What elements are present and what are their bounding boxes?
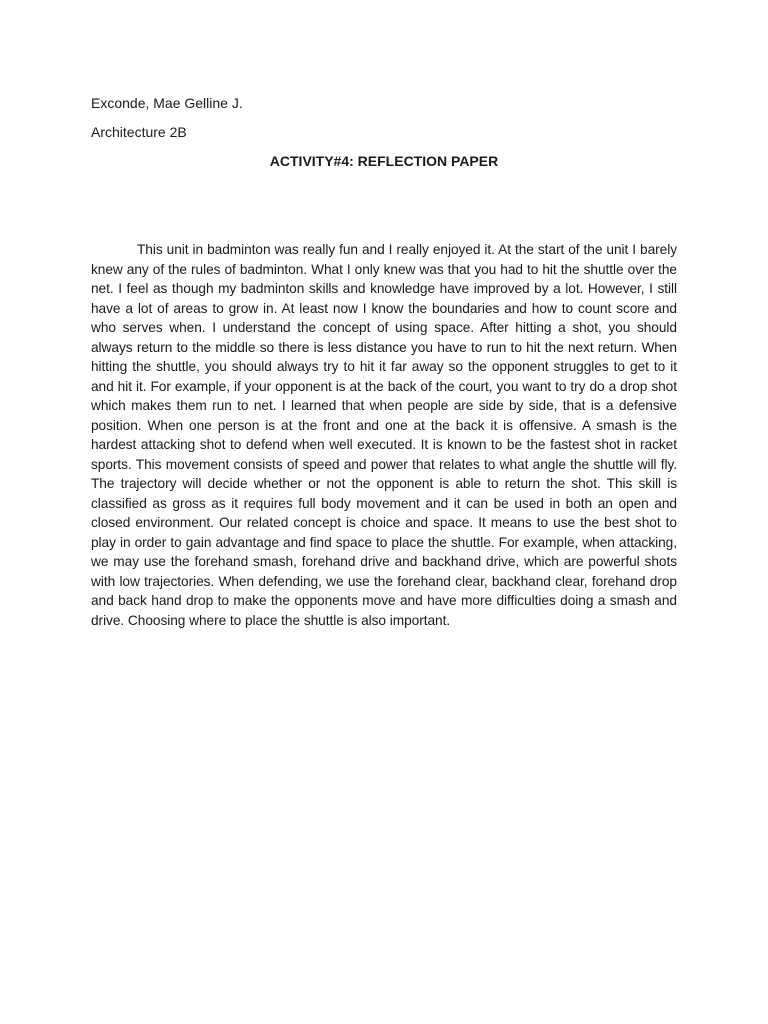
document-title: ACTIVITY#4: REFLECTION PAPER	[269, 153, 499, 169]
course-section: Architecture 2B	[91, 124, 187, 140]
reflection-paragraph: This unit in badminton was really fun and I really enjoyed it. At the start of the unit I barely knew any of the rules of badminton. What I only knew was that you had to hit the shuttle over the net. I feel as though my badminton skills and knowledge have improved by a lot. However, I still have a lot of areas to grow in. At least now I know the boundaries and how to count score and who serves when. I understand the concept of using space. After hitting a shot, you should always return to the middle so there is less distance you have to run to hit the next return. When hitting the shuttle, you should always try to hit it far away so the opponent struggles to get to it and hit it. For example, if your opponent is at the back of the court, you want to try do a drop shot which makes them run to net. I learned that when people are side by side, that is a defensive position. When one person is at the front and one at the back it is offensive. A smash is the hardest attacking shot to defend when well executed. It is known to be the fastest shot in racket sports. This movement consists of speed and power that relates to what angle the shuttle will fly. The trajectory will decide whether or not the opponent is able to return the shot. This skill is classified as gross as it requires full body movement and it can be used in both an open and closed environment. Our related concept is choice and space. It means to use the best shot to play in order to gain advantage and find space to place the shuttle. For example, when attacking, we may use the forehand smash, forehand drive and backhand drive, which are powerful shots with low trajectories. When defending, we use the forehand clear, backhand clear, forehand drop and back hand drop to make the opponents move and have more difficulties doing a smash and drive. Choosing where to place the shuttle is also important.	[91, 242, 677, 628]
author-name: Exconde, Mae Gelline J.	[91, 95, 243, 111]
